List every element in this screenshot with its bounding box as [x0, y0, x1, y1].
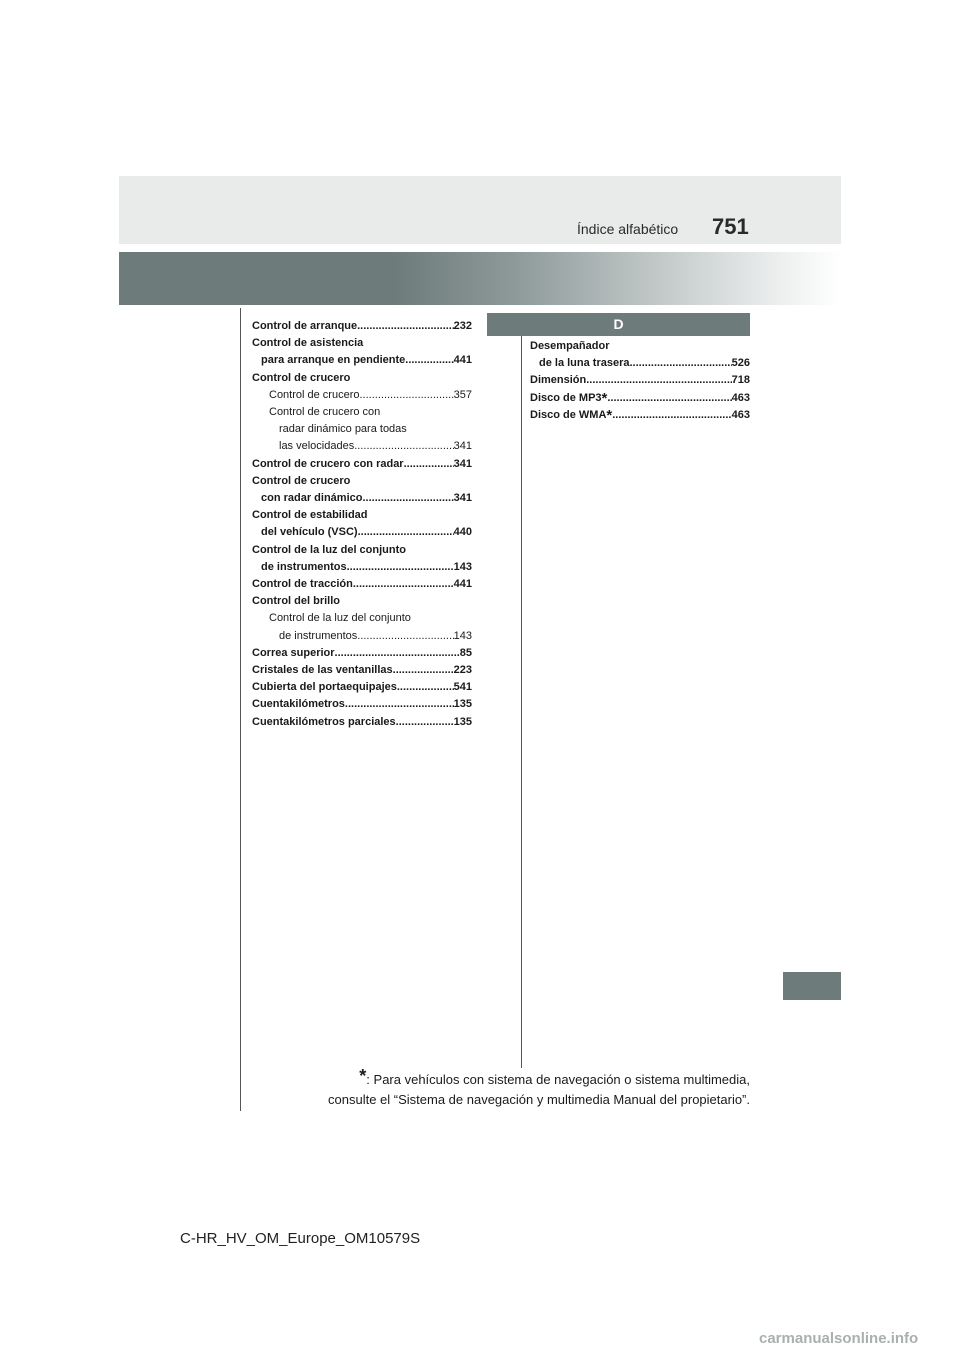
entry-term: Control de asistencia — [252, 337, 364, 350]
index-entry — [252, 714, 472, 731]
entry-term: Cubierta del portaequipajes — [252, 681, 397, 694]
entry-term: Control del brillo — [252, 595, 340, 608]
index-entry — [252, 696, 472, 713]
entry-page-number: 341 — [453, 440, 472, 453]
entry-page-number: 143 — [453, 629, 472, 642]
page-number: 751 — [712, 214, 749, 239]
index-entry — [252, 473, 472, 490]
index-entry — [252, 610, 472, 627]
index-entry — [530, 372, 750, 389]
index-entry — [252, 335, 472, 352]
leader-dots — [335, 645, 460, 662]
index-entry — [252, 507, 472, 524]
entry-term: Control de la luz del conjunto — [252, 543, 406, 556]
entry-term: Control de crucero con radar — [252, 457, 404, 470]
index-entry — [252, 576, 472, 593]
entry-page-number: 526 — [731, 357, 750, 370]
entry-page-number: 441 — [453, 578, 472, 591]
entry-term: Control de la luz del conjunto — [269, 612, 411, 625]
entry-term: Cristales de las ventanillas — [252, 664, 393, 677]
column-divider-left — [240, 308, 241, 1111]
entry-term: Correa superior — [252, 646, 335, 659]
index-entry — [252, 318, 472, 335]
footnote-star-icon: * — [606, 406, 613, 424]
entry-term: Dimensión — [530, 374, 587, 387]
leader-dots — [360, 387, 454, 404]
leader-dots — [362, 490, 453, 507]
index-entry — [252, 421, 472, 438]
index-entry — [530, 407, 750, 424]
entry-page-number: 143 — [453, 560, 472, 573]
index-entry — [252, 404, 472, 421]
footnote-line-1: : Para vehículos con sistema de navegación o sistema multimedia, — [366, 1072, 750, 1087]
header-banner — [119, 252, 841, 305]
entry-term: de instrumentos — [261, 560, 347, 573]
entry-term: Disco de MP3 — [530, 391, 602, 404]
entry-page-number: 223 — [453, 664, 472, 677]
index-entry — [252, 456, 472, 473]
entry-term: Control de tracción — [252, 578, 353, 591]
leader-dots — [404, 456, 454, 473]
index-entry — [530, 390, 750, 407]
index-entry — [252, 352, 472, 369]
leader-dots — [586, 372, 731, 389]
index-column-right — [530, 338, 750, 424]
leader-dots — [357, 628, 453, 645]
index-entry — [252, 438, 472, 455]
index-entry — [252, 370, 472, 387]
entry-term: las velocidades — [279, 440, 355, 453]
entry-term: radar dinámico para todas — [279, 423, 407, 436]
leader-dots — [358, 524, 454, 541]
entry-page-number: 541 — [453, 681, 472, 694]
index-entry — [252, 593, 472, 610]
entry-term: Disco de WMA — [530, 408, 607, 421]
entry-page-number: 463 — [731, 391, 750, 404]
leader-dots — [354, 438, 453, 455]
entry-term: para arranque en pendiente — [261, 354, 406, 367]
leader-dots — [353, 576, 454, 593]
leader-dots — [345, 696, 454, 713]
leader-dots — [347, 559, 454, 576]
entry-page-number: 135 — [453, 715, 472, 728]
index-entry — [252, 559, 472, 576]
index-entry — [252, 679, 472, 696]
entry-term: Control de arranque — [252, 320, 358, 332]
leader-dots — [393, 662, 454, 679]
letter-header: D — [487, 313, 750, 336]
entry-page-number: 463 — [731, 408, 750, 421]
section-title: Índice alfabético — [577, 221, 679, 237]
leader-dots — [630, 355, 732, 372]
entry-page-number: 440 — [453, 526, 472, 539]
footnote-line-2: consulte el “Sistema de navegación y multimedia Manual del propietario”. — [328, 1092, 750, 1107]
leader-dots — [612, 407, 731, 424]
entry-term: del vehículo (VSC) — [261, 526, 358, 539]
footnote-star-icon: * — [601, 389, 608, 407]
entry-term: con radar dinámico — [261, 492, 363, 505]
entry-term: de la luna trasera — [539, 357, 630, 370]
index-column-left — [252, 318, 472, 731]
watermark: carmanualsonline.info — [759, 1330, 919, 1347]
entry-page-number: 341 — [453, 492, 472, 505]
entry-term: de instrumentos — [279, 629, 358, 642]
index-entry — [252, 542, 472, 559]
entry-term: Control de crucero — [252, 474, 351, 487]
leader-dots — [357, 318, 454, 335]
index-entry — [252, 490, 472, 507]
footnote — [328, 1066, 750, 1110]
entry-page-number: 135 — [453, 698, 472, 711]
footnote-marker: * — [359, 1066, 367, 1086]
entry-page-number: 357 — [453, 388, 472, 401]
index-entry — [252, 662, 472, 679]
chapter-tab — [783, 972, 841, 1000]
index-entry — [252, 524, 472, 541]
entry-term: Control de crucero — [252, 371, 351, 384]
entry-page-number: 341 — [453, 457, 472, 470]
leader-dots — [396, 714, 454, 731]
leader-dots — [405, 352, 453, 369]
document-code: C-HR_HV_OM_Europe_OM10579S — [180, 1230, 421, 1247]
entry-term: Desempañador — [530, 340, 610, 352]
index-entry — [252, 628, 472, 645]
entry-page-number: 718 — [731, 374, 750, 387]
entry-term: Control de crucero — [269, 388, 360, 401]
index-entry — [252, 387, 472, 404]
index-entry — [252, 645, 472, 662]
entry-term: Cuentakilómetros parciales — [252, 715, 396, 728]
entry-page-number: 232 — [453, 320, 472, 332]
column-divider-middle — [521, 330, 522, 1068]
leader-dots — [607, 390, 731, 407]
entry-page-number: 85 — [459, 646, 472, 659]
index-entry — [530, 355, 750, 372]
index-entry — [530, 338, 750, 355]
leader-dots — [397, 679, 454, 696]
entry-term: Control de crucero con — [269, 406, 381, 419]
entry-term: Cuentakilómetros — [252, 698, 345, 711]
entry-page-number: 441 — [453, 354, 472, 367]
entry-term: Control de estabilidad — [252, 509, 368, 522]
